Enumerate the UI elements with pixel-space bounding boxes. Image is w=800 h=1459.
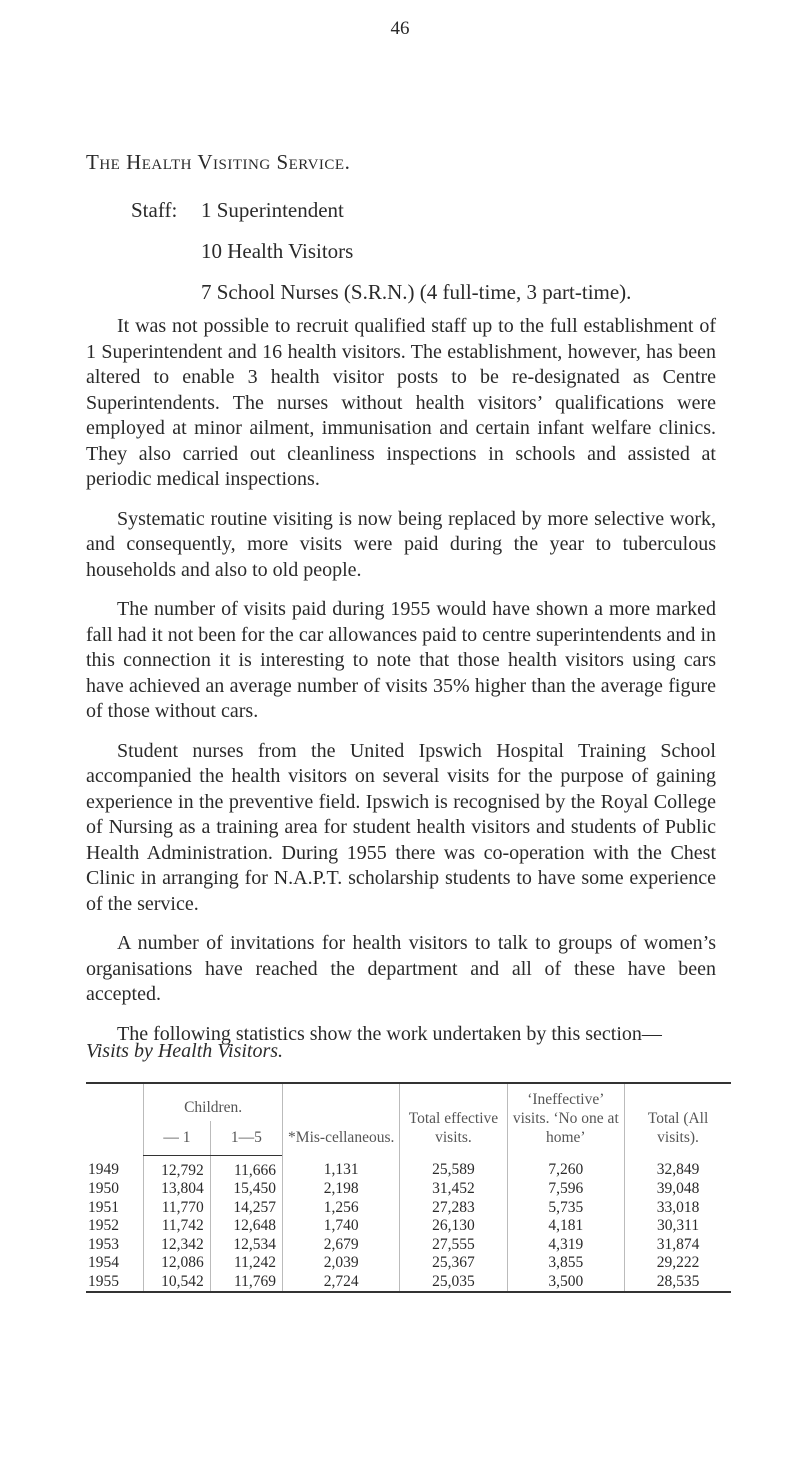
paragraph: A number of invitations for health visitors to talk to groups of women’s organisations have reached the department and all of these have been accepted. [86,932,716,1005]
cell: 25,589 [400,1155,507,1180]
cell: 30,311 [625,1217,731,1236]
year-header [86,1083,144,1155]
table-row [86,1217,731,1236]
paragraph: It was not possible to recruit qualified staff up to the full establishment of 1 Superintendent and 16 health visitors. The establishment, however, has been altered to enable 3 health visitor posts to be re-designated as Centre Superintendents. The nurses without health visitors’ qualifications were employed at minor ailment, immunisation and certain infant welfare clinics. They also carried out cleanliness inspections in schools and assisted at periodic medical inspections. [86,315,716,490]
cell: 1,256 [283,1199,400,1218]
cell: 28,535 [625,1273,731,1293]
staff-line: 7 School Nurses (S.R.N.) (4 full-time, 3 part-time). [201,280,632,304]
staff-row [131,272,631,313]
cell: 12,648 [210,1217,282,1236]
cell: 27,283 [400,1199,507,1218]
total-effective-header: Total effective visits. [400,1083,507,1155]
paragraph: Student nurses from the United Ipswich Hospital Training School accompanied the health visitors on several visits for the purpose of gaining experience in the preventive field. Ipswich is recognised by the Royal College of Nursing as a training area for student health visitors and students of Public Health Administration. During 1955 there was co-operation with the Chest Clinic in arranging for N.A.P.T. scholarship students to have some experience of the service. [86,739,716,915]
table-row [86,1180,731,1199]
paragraph: The number of visits paid during 1955 would have shown a more marked fall had it not been for the car allowances paid to centre superintendents and in this connection it is interesting to note that those health visitors using cars have achieved an average number of visits 35% higher than the average figure of those without cars. [86,598,716,722]
cell: 25,367 [400,1254,507,1273]
paragraph: Systematic routine visiting is now being replaced by more selective work, and consequently, more visits were paid during the year to tuberculous households and also to old people. [86,507,716,581]
body-text [86,314,716,1061]
cell: 4,319 [507,1236,625,1255]
page-number: 46 [390,18,410,39]
cell: 10,542 [144,1273,211,1293]
ineffective-header: ‘Ineffective’ visits. ‘No one at home’ [507,1083,625,1155]
cell: 39,048 [625,1180,731,1199]
cell: 5,735 [507,1199,625,1218]
table-row [86,1273,731,1293]
year-cell: 1952 [88,1217,119,1234]
staff-list [131,190,631,313]
cell: 31,452 [400,1180,507,1199]
paragraph: The following statistics show the work undertaken by this section— [117,1022,662,1045]
cell: 7,260 [507,1155,625,1180]
cell: 14,257 [210,1199,282,1218]
year-cell: 1954 [88,1254,119,1271]
cell: 11,769 [210,1273,282,1293]
cell: 12,792 [144,1155,211,1180]
cell: 11,770 [144,1199,211,1218]
cell: 3,855 [507,1254,625,1273]
children-header: Children. [144,1083,283,1121]
staff-line: 1 Superintendent [201,198,344,222]
misc-header: *Mis-cellaneous. [283,1083,400,1155]
cell: 1,131 [283,1155,400,1180]
cell: 11,742 [144,1217,211,1236]
table-row [86,1236,731,1255]
cell: 15,450 [210,1180,282,1199]
cell: 2,724 [283,1273,400,1293]
cell: 13,804 [144,1180,211,1199]
cell: 4,181 [507,1217,625,1236]
staff-row [131,190,631,231]
staff-row [131,231,631,272]
cell: 29,222 [625,1254,731,1273]
staff-label: Staff: [131,198,178,222]
cell: 7,596 [507,1180,625,1199]
year-cell: 1953 [88,1235,119,1253]
cell: 31,874 [625,1236,731,1255]
cell: 11,666 [210,1155,282,1180]
cell: 27,555 [400,1236,507,1255]
one-to-five-header: 1—5 [210,1121,282,1155]
cell: 12,086 [144,1254,211,1273]
cell: 1,740 [283,1217,400,1236]
table-row [86,1199,731,1218]
cell: 11,242 [210,1254,282,1273]
cell: 12,534 [210,1236,282,1255]
cell: 2,039 [283,1254,400,1273]
year-cell: 1955 [86,1273,144,1293]
cell: 2,198 [283,1180,400,1199]
visits-table [86,1082,731,1293]
year-cell: 1949 [88,1161,119,1179]
total-all-header: Total (All visits). [625,1083,731,1155]
under1-header: — 1 [144,1121,211,1155]
cell: 12,342 [144,1236,211,1255]
table-caption: Visits by Health Visitors. [86,1040,284,1062]
staff-line: 10 Health Visitors [201,239,354,263]
year-cell: 1950 [88,1180,119,1197]
table-row [86,1155,731,1180]
table-row [86,1254,731,1273]
year-cell: 1951 [88,1198,119,1216]
cell: 33,018 [625,1199,731,1218]
cell: 26,130 [400,1217,507,1236]
cell: 25,035 [400,1273,507,1293]
cell: 32,849 [625,1155,731,1180]
cell: 3,500 [507,1273,625,1293]
cell: 2,679 [283,1236,400,1255]
table-header-row [86,1083,731,1121]
section-title: The Health Visiting Service. [86,150,351,174]
